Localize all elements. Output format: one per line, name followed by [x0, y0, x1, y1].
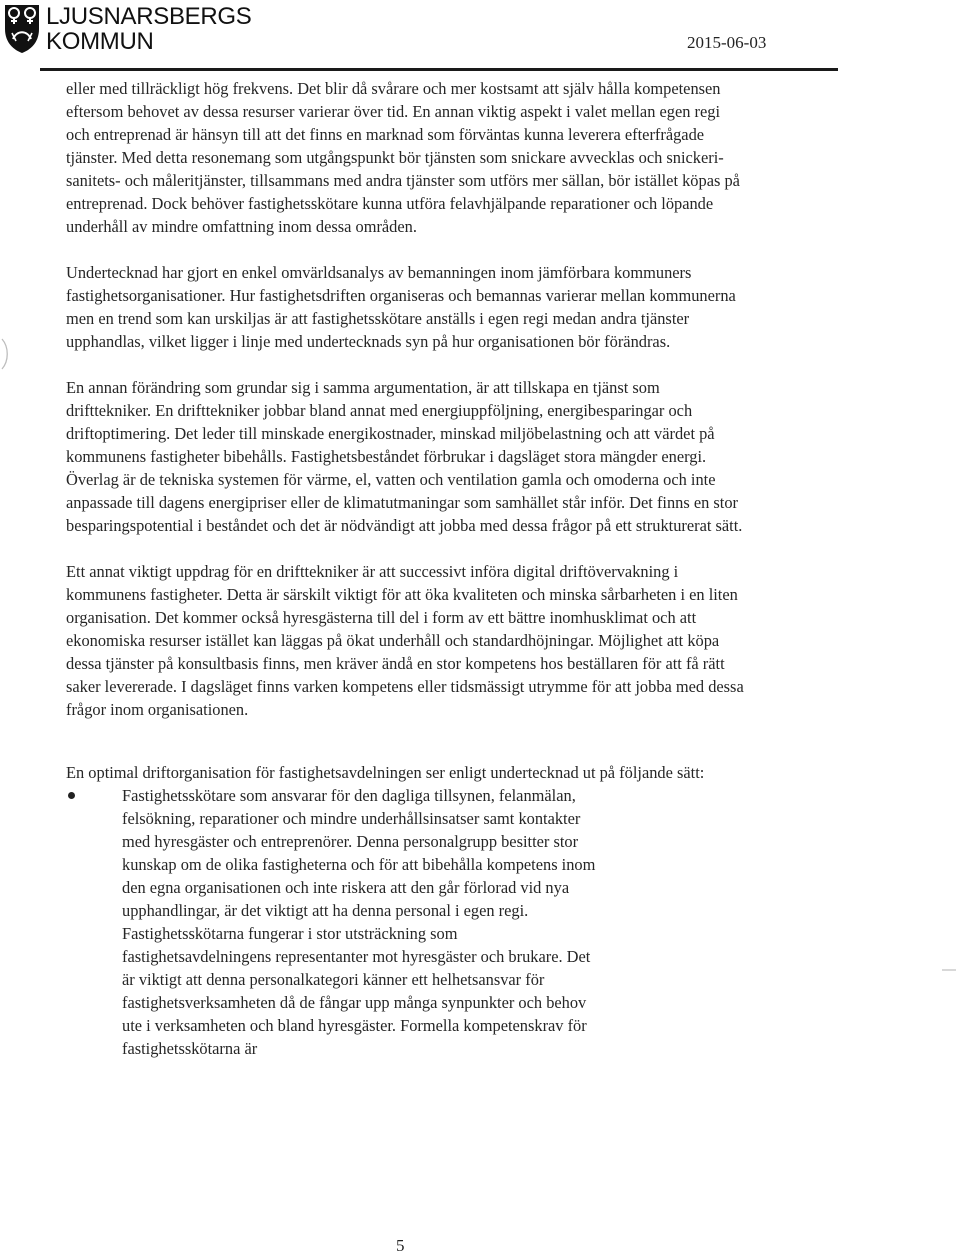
- paragraph: Ett annat viktigt uppdrag för en drifttekniker är att successivt införa digital driftövervakning i kommunens fastigheter. Detta är särskilt viktigt för att öka kvaliteten och minska sårbarheten i en liten organisation. Det kommer också hyresgästerna till del i form av ett bättre inomhusklimat och att ekonomiska resurser istället kan läggas på ökat underhåll och standardhöjningar. Möjlighet att köpa dessa tjänster på konsultbasis finns, men kräver ändå en stor kompetens hos beställaren för att få rätt saker levererade. I dagsläget finns varken kompetens eller tidsmässigt utrymme för att jobba med dessa frågor inom organisationen.: [66, 562, 744, 719]
- paragraph: eller med tillräckligt hög frekvens. Det blir då svårare och mer kostsamt att själv hålla kompetensen eftersom behovet av dessa resurser varierar över tid. En annan viktig aspekt i valet mellan egen regi och entreprenad är hänsyn till att det finns en marknad som förväntas kunna leverera efterfrågade tjänster. Med detta resonemang som utgångspunkt bör tjänsten som snickare avvecklas och snickeri- sanitets- och måleritjänster, tillsammans med andra tjänster som utförs mer sällan, bör istället köpas på entreprenad. Dock behöver fastighetsskötare kunna utföra felavhjälpande reparationer och löpande underhåll av mindre omfattning inom dessa områden.: [66, 79, 740, 236]
- section-spacer: [66, 721, 746, 761]
- header-divider: [40, 68, 838, 71]
- paragraph: Undertecknad har gjort en enkel omvärldsanalys av bemanningen inom jämförbara kommuners fastighetsorganisationer. Hur fastighetsdriften organiseras och bemannas varierar mellan kommunerna men en trend som kan urskiljas är att fastighetsskötare anställs i egen regi medan andra tjänster upphandlas, vilket ligger i linje med undertecknads syn på hur organisationen bör förändras.: [66, 263, 736, 351]
- paragraph-spacer: [66, 238, 746, 261]
- bullet-icon: [68, 792, 75, 799]
- scan-artifact-mark: [942, 969, 956, 971]
- organization-name-line-1: LJUSNARSBERGS: [46, 3, 252, 30]
- paragraph: En optimal driftorganisation för fastighetsavdelningen ser enligt undertecknad ut på följande sätt:: [66, 763, 705, 782]
- page-header: [0, 0, 840, 75]
- page-number: 5: [396, 1236, 405, 1255]
- document-date: 2015-06-03: [687, 33, 767, 52]
- scan-artifact-icon: [0, 337, 12, 371]
- organization-name-line-2: KOMMUN: [46, 28, 154, 55]
- paragraph: En annan förändring som grundar sig i samma argumentation, är att tillskapa en tjänst som drifttekniker. En drifttekniker jobbar bland annat med energiuppföljning, energibesparingar och driftoptimering. Det leder till minskade energikostnader, minskad miljöbelastning och att värdet på kommunens fastigheter bibehålls. Fastighetsbeståndet förbrukar i dagsläget stora mängder energi. Överlag är de tekniska systemen för värme, el, vatten och ventilation gamla och omoderna och inte anpassade till dagens energipriser eller de klimatutmaningar som samhället står inför. Det finns en stor besparingspotential i beståndet och det är nödvändigt att jobba med dessa frågor på ett strukturerat sätt.: [66, 378, 743, 535]
- bullet-list: [66, 784, 746, 1060]
- paragraph-spacer: [66, 353, 746, 376]
- list-item: [66, 784, 602, 1060]
- municipal-coat-of-arms-icon: [3, 3, 41, 55]
- list-item-text: Fastighetsskötare som ansvarar för den dagliga tillsynen, felanmälan, felsökning, reparationer och mindre underhållsinsatser samt kontakter med hyresgäster och entreprenörer. Denna personalgrupp besitter stor kunskap om de olika fastigheterna och för att bibehålla kompetens inom den egna organisationen och inte riskera att den går förlorad vid nya upphandlingar, är det viktigt att ha denna personal i egen regi. Fastighetsskötarna fungerar i stor utsträckning som fastighetsavdelningens representanter mot hyresgäster och brukare. Det är viktigt att denna personalkategori känner ett helhetsansvar för fastighetsverksamheten då de fångar upp många synpunkter och behov ute i verksamheten och bland hyresgäster. Formella kompetenskrav för fastighetsskötarna är: [122, 786, 596, 1058]
- organization-name: [46, 4, 252, 54]
- document-body: [66, 77, 746, 1060]
- paragraph-spacer: [66, 537, 746, 560]
